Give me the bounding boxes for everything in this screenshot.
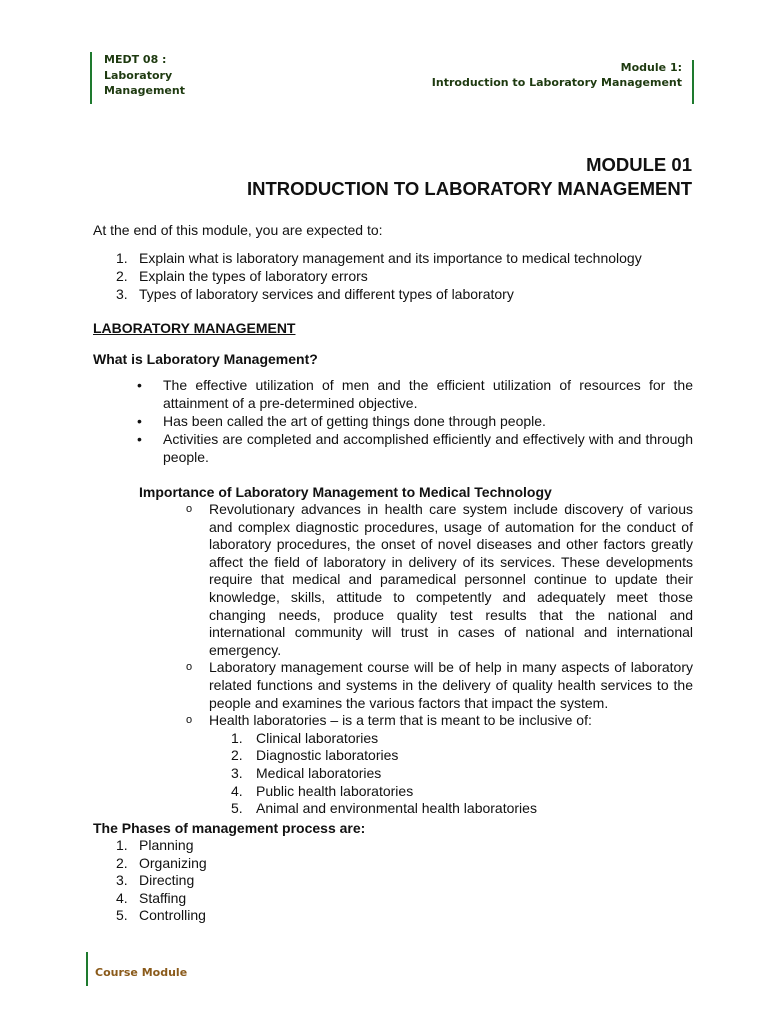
item-number: 3.: [116, 872, 128, 889]
header-course-line: Laboratory: [104, 68, 173, 82]
importance-list: [181, 501, 693, 818]
item-text: Controlling: [139, 907, 206, 924]
item-text: Explain the types of laboratory errors: [139, 268, 368, 284]
list-item: [133, 412, 693, 430]
list-item: [209, 747, 693, 765]
item-number: 2.: [116, 854, 128, 871]
list-item: [133, 430, 693, 466]
list-item: [181, 712, 693, 818]
item-number: 1.: [231, 729, 243, 746]
phases-heading: The Phases of management process are:: [93, 820, 366, 836]
list-item: [209, 765, 693, 783]
item-text: Organizing: [139, 854, 207, 871]
header-course-line: MEDT 08 :: [104, 53, 167, 66]
importance-heading: Importance of Laboratory Management to Medical Technology: [139, 484, 552, 500]
header-module-line: Module 1:: [620, 61, 682, 74]
header-course-line: Management: [104, 84, 185, 97]
page-title: [247, 153, 692, 201]
item-text: Directing: [139, 872, 195, 889]
item-text: Has been called the art of getting things done through people.: [163, 413, 546, 429]
section-heading: LABORATORY MANAGEMENT: [93, 320, 296, 336]
lab-types-list: [209, 730, 693, 818]
item-number: 3.: [231, 764, 243, 781]
list-item: [93, 890, 207, 908]
list-item: [93, 872, 207, 890]
header-module-line: Introduction to Laboratory Management: [431, 76, 682, 89]
item-text: The effective utilization of men and the efficient utilization of resources for the attainment of a pre-determined objective.: [163, 377, 693, 411]
list-item: [93, 837, 207, 855]
list-item: [93, 249, 642, 267]
item-text: Types of laboratory services and different types of laboratory: [139, 286, 514, 302]
subheading-question: What is Laboratory Management?: [93, 351, 318, 367]
list-item: [133, 376, 693, 412]
item-text: Animal and environmental health laboratories: [256, 800, 537, 817]
circle-bullet-icon: o: [186, 714, 193, 727]
item-number: 1.: [116, 837, 128, 853]
item-number: 5.: [116, 907, 128, 924]
list-item: [209, 730, 693, 748]
header-course-block: [90, 52, 220, 104]
circle-bullet-icon: o: [186, 503, 193, 515]
list-item: [93, 907, 207, 925]
module-number: MODULE 01: [586, 154, 692, 175]
item-number: 3.: [116, 286, 128, 302]
page-footer: [86, 952, 187, 986]
item-text: Clinical laboratories: [256, 729, 379, 746]
item-number: 2.: [116, 268, 128, 284]
item-number: 2.: [231, 747, 243, 764]
bullet-icon: •: [137, 413, 142, 429]
item-number: 4.: [116, 889, 128, 906]
list-item: [93, 285, 642, 303]
item-text: Medical laboratories: [256, 764, 382, 781]
item-number: 1.: [116, 250, 128, 266]
phases-list: [93, 837, 207, 925]
intro-text: At the end of this module, you are expected to:: [93, 222, 383, 238]
item-text: Diagnostic laboratories: [256, 747, 399, 764]
item-text: Health laboratories – is a term that is meant to be inclusive of:: [209, 712, 592, 729]
objectives-list: [93, 249, 642, 303]
module-title: INTRODUCTION TO LABORATORY MANAGEMENT: [246, 178, 692, 199]
item-text: Public health laboratories: [256, 782, 414, 799]
item-text: Staffing: [139, 889, 187, 906]
definition-bullets: [133, 376, 693, 466]
item-text: Laboratory management course will be of help in many aspects of laboratory related functions and systems in the delivery of quality health services to the people and examines the various factors that impact the system.: [209, 659, 693, 711]
item-text: Revolutionary advances in health care system include discovery of various and complex diagnostic procedures, usage of automation for the conduct of laboratory procedures, the onset of novel diseases and other factors greatly affect the field of laboratory in delivery of its services. These developments require that medical and paramedical personnel continue to update their knowledge, skills, attitude to competently and adequately meet those changing needs, produce quality test results that the national and international community will trust in cases of national and international emergency.: [209, 501, 693, 658]
bullet-icon: •: [137, 431, 142, 447]
list-item: [209, 783, 693, 801]
item-number: 4.: [231, 782, 243, 799]
item-text: Planning: [139, 837, 194, 853]
bullet-icon: •: [137, 377, 142, 393]
list-item: [181, 501, 693, 659]
footer-label: Course Module: [95, 966, 188, 979]
item-text: Activities are completed and accomplished efficiently and effectively with and through people.: [163, 431, 693, 465]
header-module-block: [432, 60, 694, 104]
list-item: [209, 800, 693, 818]
circle-bullet-icon: o: [186, 661, 193, 674]
list-item: [93, 855, 207, 873]
list-item: [181, 659, 693, 712]
list-item: [93, 267, 642, 285]
item-number: 5.: [231, 800, 243, 817]
item-text: Explain what is laboratory management and its importance to medical technology: [139, 250, 642, 266]
